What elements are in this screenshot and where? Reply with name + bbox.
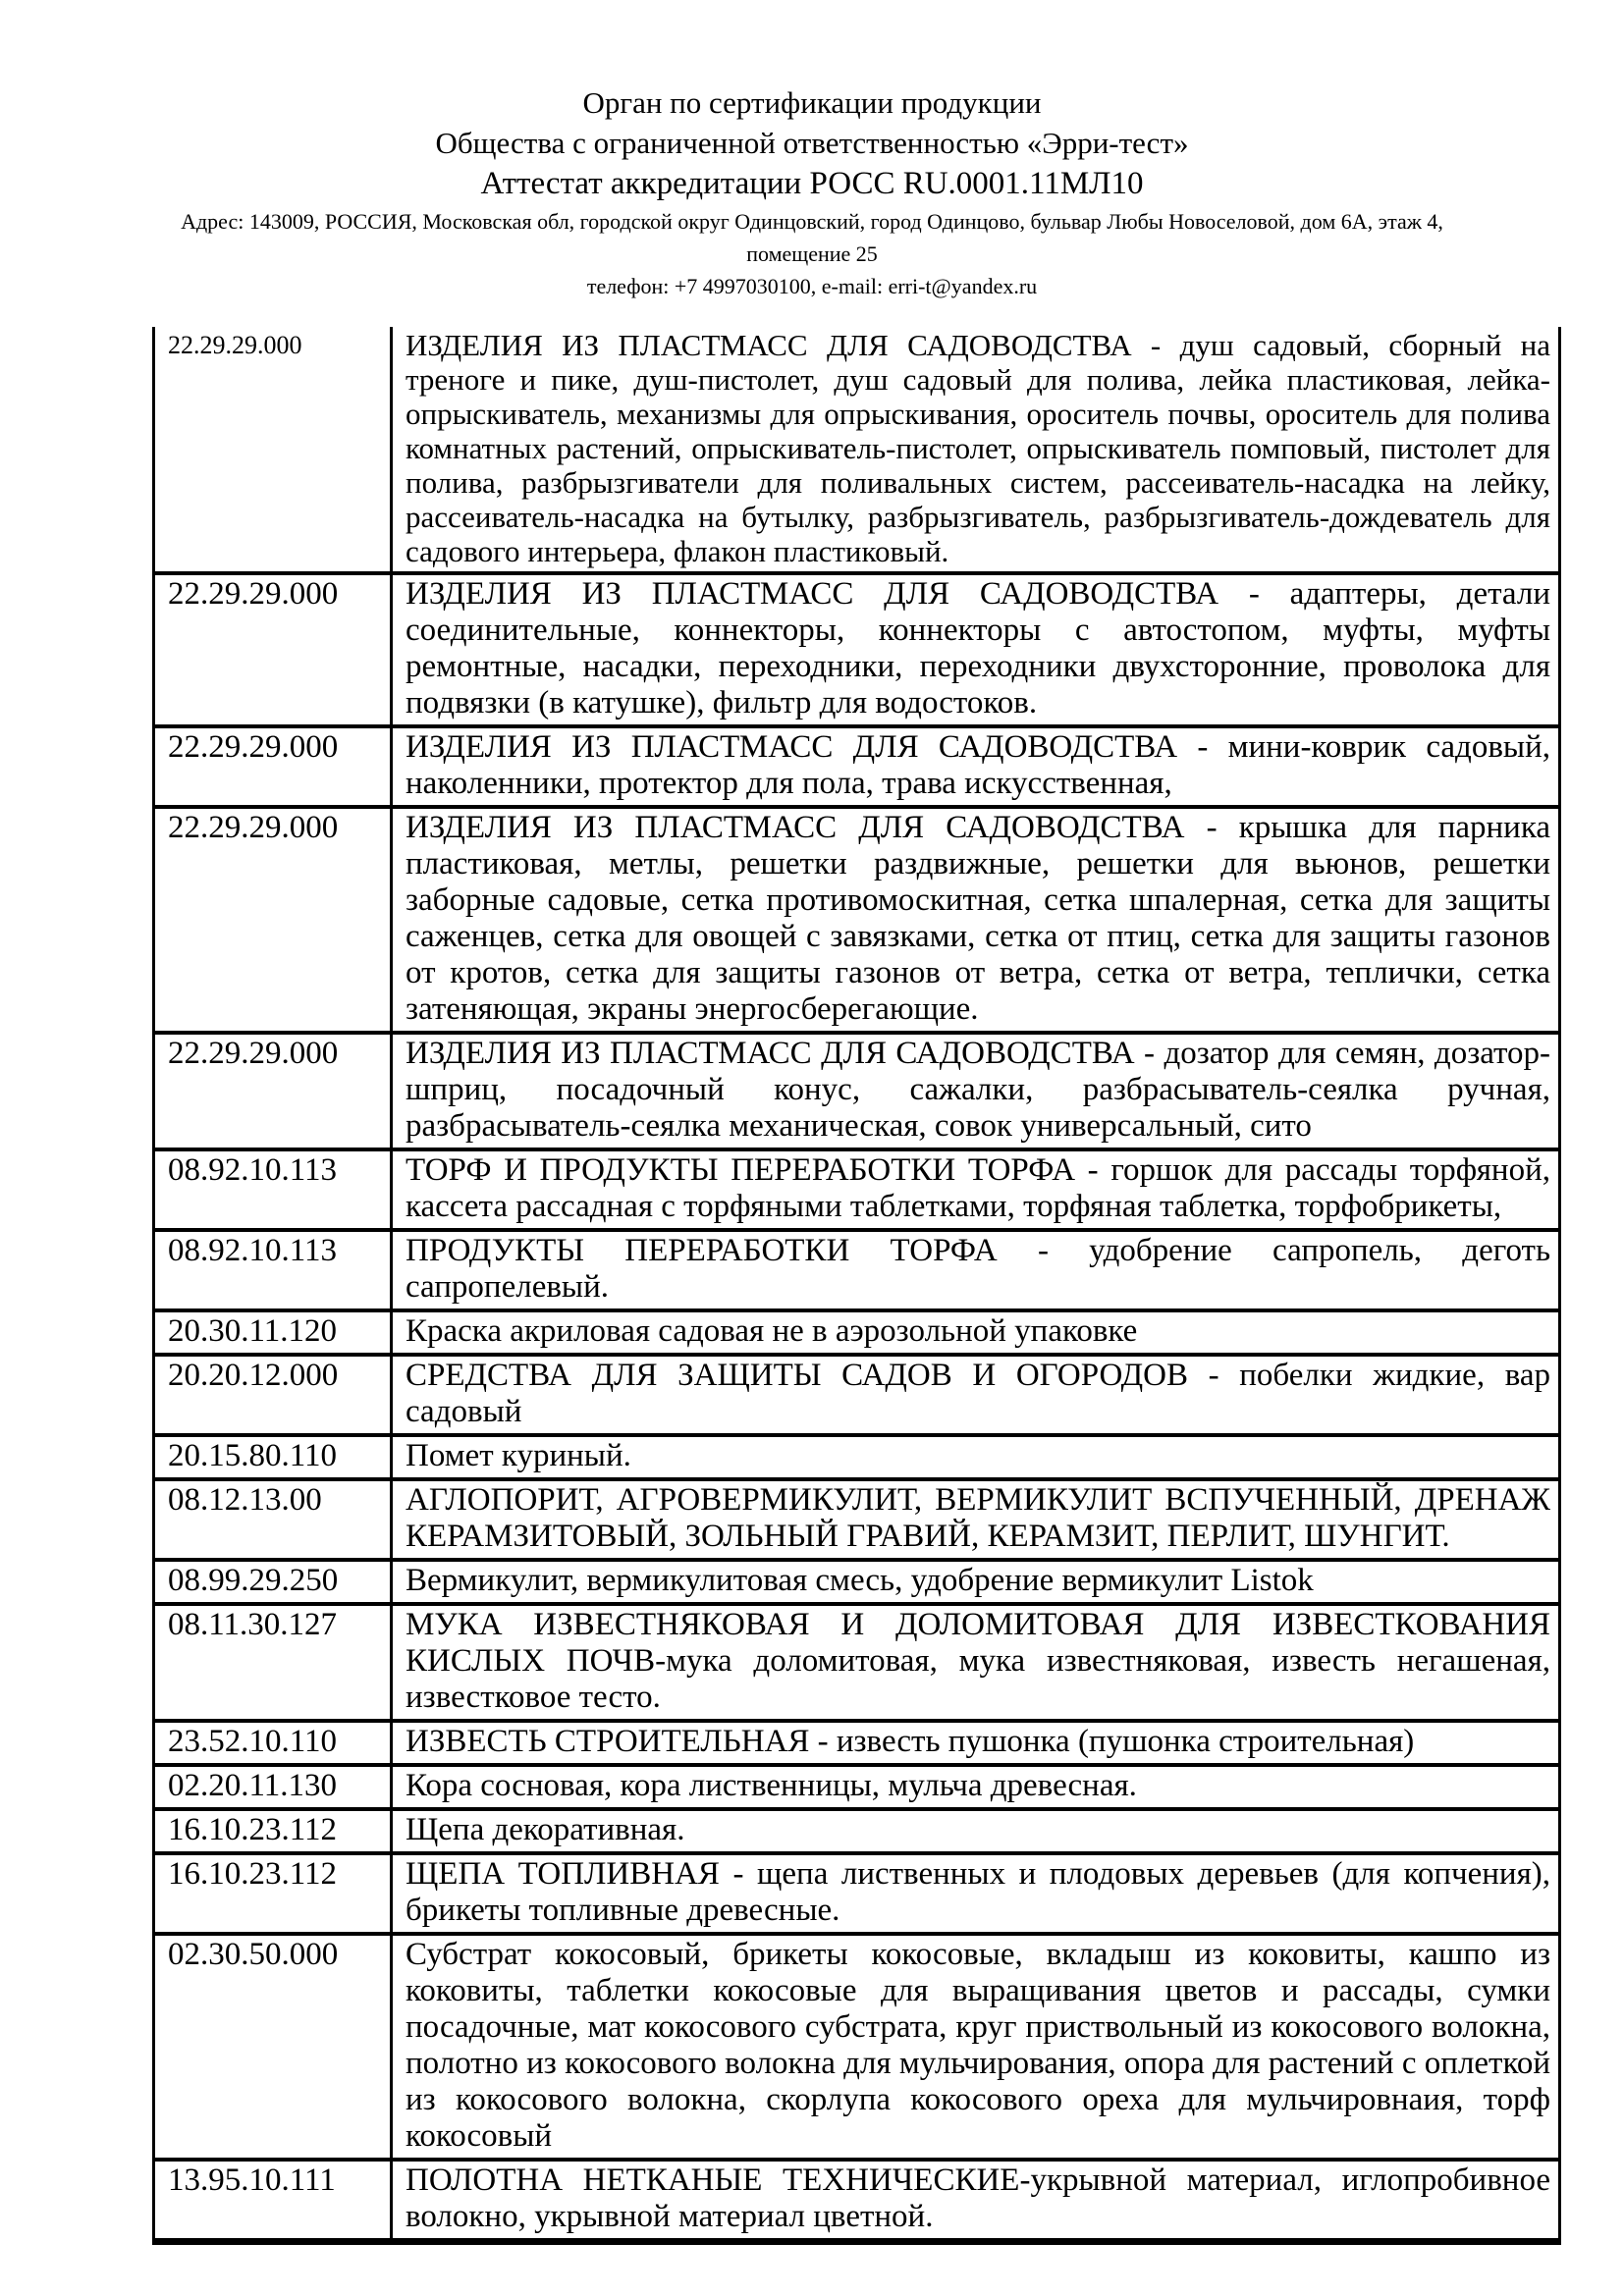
table-row	[154, 1479, 1560, 1560]
product-description: Помет куриный.	[392, 1435, 1560, 1479]
product-code: 22.29.29.000	[154, 807, 392, 1033]
product-description: ИЗДЕЛИЯ ИЗ ПЛАСТМАСС ДЛЯ САДОВОДСТВА - мини-коврик садовый, наколенники, протектор для пола, трава искусственная,	[392, 726, 1560, 807]
product-description: Вермикулит, вермикулитовая смесь, удобрение вермикулит Listok	[392, 1560, 1560, 1604]
address-line2: помещение 25	[746, 241, 878, 266]
product-description: ПРОДУКТЫ ПЕРЕРАБОТКИ ТОРФА - удобрение сапропель, деготь сапропелевый.	[392, 1230, 1560, 1310]
product-code: 08.92.10.113	[154, 1230, 392, 1310]
product-description: Кора сосновая, кора лиственницы, мульча древесная.	[392, 1765, 1560, 1809]
product-description: МУКА ИЗВЕСТНЯКОВАЯ И ДОЛОМИТОВАЯ ДЛЯ ИЗВЕСТКОВАНИЯ КИСЛЫХ ПОЧВ-мука доломитовая, мука известняковая, известь негашеная, известковое тесто.	[392, 1604, 1560, 1721]
product-code: 13.95.10.111	[154, 2160, 392, 2242]
accreditation-line: Аттестат аккредитации РОСС RU.0001.11МЛ10	[480, 166, 1144, 201]
table-row	[154, 1033, 1560, 1149]
product-code: 22.29.29.000	[154, 327, 392, 573]
table-row	[154, 807, 1560, 1033]
product-description: ЩЕПА ТОПЛИВНАЯ - щепа лиственных и плодовых деревьев (для копчения), брикеты топливные древесные.	[392, 1853, 1560, 1934]
table-row	[154, 1435, 1560, 1479]
product-code: 02.20.11.130	[154, 1765, 392, 1809]
table-row	[154, 1604, 1560, 1721]
table-row	[154, 1355, 1560, 1435]
table-row	[154, 1853, 1560, 1934]
table-row	[154, 573, 1560, 726]
table-row	[154, 726, 1560, 807]
product-description: ИЗВЕСТЬ СТРОИТЕЛЬНАЯ - известь пушонка (пушонка строительная)	[392, 1721, 1560, 1765]
product-code: 08.11.30.127	[154, 1604, 392, 1721]
product-description: ИЗДЕЛИЯ ИЗ ПЛАСТМАСС ДЛЯ САДОВОДСТВА - душ садовый, сборный на треноге и пике, душ-пистолет, душ садовый для полива, лейка пластиковая, лейка-опрыскиватель, механизмы для опрыскивания, ороситель почвы, ороситель для полива комнатных растений, опрыскиватель-пистолет, опрыскиватель помповый, пистолет для полива, разбрызгиватели для поливальных систем, рассеиватель-насадка на лейку, рассеиватель-насадка на бутылку, разбрызгиватель, разбрызгиватель-дождеватель для садового интерьера, флакон пластиковый.	[392, 327, 1560, 573]
table-row	[154, 327, 1560, 573]
document-header	[0, 82, 1624, 302]
product-description: Субстрат кокосовый, брикеты кокосовые, вкладыш из коковиты, кашпо из коковиты, таблетки кокосовые для выращивания цветов и рассады, сумки посадочные, мат кокосового субстрата, круг приствольный из кокосового волокна, полотно из кокосового волокна для мульчирования, опора для растений с оплеткой из кокосового волокна, скорлупа кокосового ореха для мульчировнаия, торф кокосовый	[392, 1934, 1560, 2160]
product-code: 22.29.29.000	[154, 1033, 392, 1149]
product-code: 08.99.29.250	[154, 1560, 392, 1604]
product-description: Краска акриловая садовая не в аэрозольной упаковке	[392, 1310, 1560, 1355]
contact-line: телефон: +7 4997030100, e-mail: erri-t@yandex.ru	[586, 274, 1038, 298]
product-description: АГЛОПОРИТ, АГРОВЕРМИКУЛИТ, ВЕРМИКУЛИТ ВСПУЧЕННЫЙ, ДРЕНАЖ КЕРАМЗИТОВЫЙ, ЗОЛЬНЫЙ ГРАВИЙ, КЕРАМЗИТ, ПЕРЛИТ, ШУНГИТ.	[392, 1479, 1560, 1560]
product-description: ТОРФ И ПРОДУКТЫ ПЕРЕРАБОТКИ ТОРФА - горшок для рассады торфяной, кассета рассадная с торфяными таблетками, торфяная таблетка, торфобрикеты,	[392, 1149, 1560, 1230]
product-code: 16.10.23.112	[154, 1853, 392, 1934]
product-code: 20.15.80.110	[154, 1435, 392, 1479]
certification-products-table	[152, 327, 1561, 2245]
product-code: 22.29.29.000	[154, 726, 392, 807]
product-description: СРЕДСТВА ДЛЯ ЗАЩИТЫ САДОВ И ОГОРОДОВ - побелки жидкие, вар садовый	[392, 1355, 1560, 1435]
table-row	[154, 1560, 1560, 1604]
product-code: 22.29.29.000	[154, 573, 392, 726]
org-title-line1: Орган по сертификации продукции	[582, 85, 1042, 120]
table-row	[154, 1934, 1560, 2160]
table-row	[154, 2160, 1560, 2242]
product-code: 08.92.10.113	[154, 1149, 392, 1230]
table-row	[154, 1149, 1560, 1230]
product-description: Щепа декоративная.	[392, 1809, 1560, 1853]
product-description: ИЗДЕЛИЯ ИЗ ПЛАСТМАСС ДЛЯ САДОВОДСТВА - дозатор для семян, дозатор-шприц, посадочный конус, сажалки, разбрасыватель-сеялка ручная, разбрасыватель-сеялка механическая, совок универсальный, сито	[392, 1033, 1560, 1149]
org-title-line2: Общества с ограниченной ответственностью «Эрри-тест»	[435, 126, 1189, 160]
product-description: ИЗДЕЛИЯ ИЗ ПЛАСТМАСС ДЛЯ САДОВОДСТВА - адаптеры, детали соединительные, коннекторы, коннекторы с автостопом, муфты, муфты ремонтные, насадки, переходники, переходники двухсторонние, проволока для подвязки (в катушке), фильтр для водостоков.	[392, 573, 1560, 726]
product-code: 20.30.11.120	[154, 1310, 392, 1355]
product-description: ИЗДЕЛИЯ ИЗ ПЛАСТМАСС ДЛЯ САДОВОДСТВА - крышка для парника пластиковая, метлы, решетки раздвижные, решетки для вьюнов, решетки заборные садовые, сетка противомоскитная, сетка шпалерная, сетка для защиты саженцев, сетка для овощей с завязками, сетка от птиц, сетка для защиты газонов от кротов, сетка для защиты газонов от ветра, сетка от ветра, теплички, сетка затеняющая, экраны энергосберегающие.	[392, 807, 1560, 1033]
product-code: 16.10.23.112	[154, 1809, 392, 1853]
table-row	[154, 1230, 1560, 1310]
product-code: 08.12.13.00	[154, 1479, 392, 1560]
table-row	[154, 1310, 1560, 1355]
product-code: 23.52.10.110	[154, 1721, 392, 1765]
address-line1: Адрес: 143009, РОССИЯ, Московская обл, городской округ Одинцовский, город Одинцово, бульвар Любы Новоселовой, дом 6А, этаж 4,	[181, 209, 1443, 234]
product-code: 02.30.50.000	[154, 1934, 392, 2160]
product-code: 20.20.12.000	[154, 1355, 392, 1435]
table-row	[154, 1765, 1560, 1809]
table-row	[154, 1809, 1560, 1853]
product-description: ПОЛОТНА НЕТКАНЫЕ ТЕХНИЧЕСКИЕ-укрывной материал, иглопробивное волокно, укрывной материал цветной.	[392, 2160, 1560, 2242]
table-row	[154, 1721, 1560, 1765]
